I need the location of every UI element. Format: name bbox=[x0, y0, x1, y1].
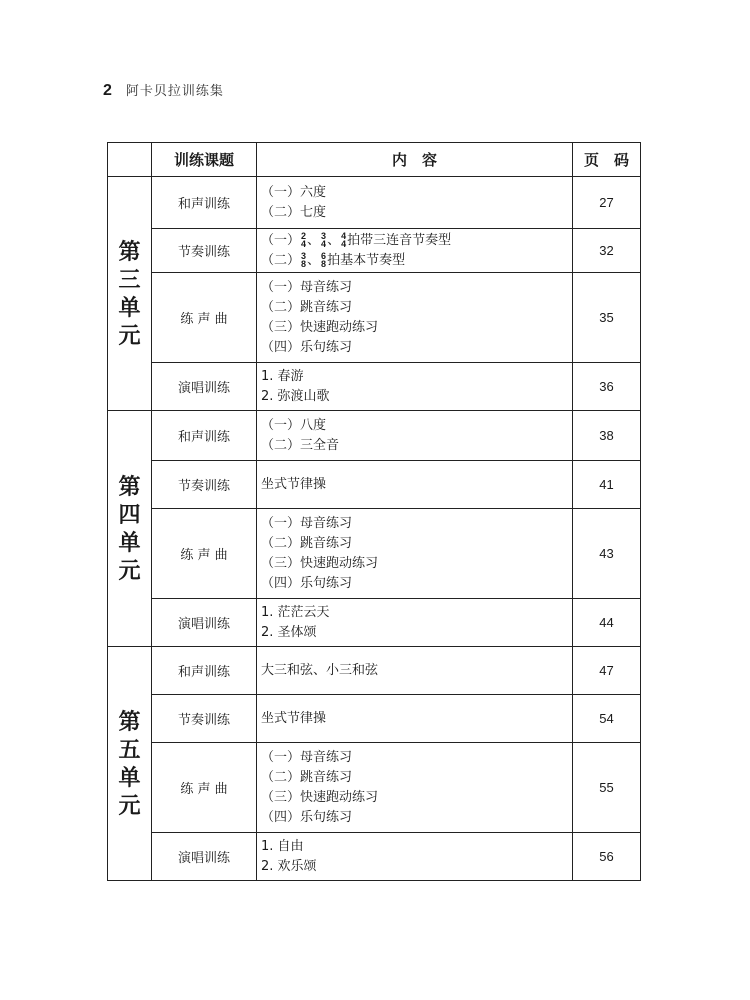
column-header-content: 内 容 bbox=[257, 143, 573, 177]
content-prefix: （二） bbox=[261, 252, 301, 268]
content-line: （一）母音练习 bbox=[261, 279, 353, 295]
content-line: 2. 欢乐颂 bbox=[261, 858, 317, 874]
content-cell bbox=[257, 411, 573, 461]
page-header bbox=[103, 80, 224, 100]
content-suffix: 拍基本节奏型 bbox=[327, 252, 406, 268]
table-row bbox=[108, 229, 641, 273]
table-row bbox=[108, 411, 641, 461]
book-title: 阿卡贝拉训练集 bbox=[125, 84, 224, 99]
content-cell bbox=[257, 363, 573, 411]
content-cell bbox=[257, 177, 573, 229]
unit-cell bbox=[108, 177, 152, 411]
content-line: （四）乐句练习 bbox=[261, 339, 353, 355]
unit-cell bbox=[108, 411, 152, 647]
content-line: （一）母音练习 bbox=[261, 515, 353, 531]
unit-name: 第五单元 bbox=[118, 708, 141, 819]
content-cell bbox=[257, 509, 573, 599]
topic-cell: 节奏训练 bbox=[152, 229, 257, 273]
unit-name: 第四单元 bbox=[118, 473, 141, 584]
content-cell bbox=[257, 743, 573, 833]
page-number-cell: 56 bbox=[573, 833, 641, 881]
unit-name: 第三单元 bbox=[118, 238, 141, 349]
table-row bbox=[108, 273, 641, 363]
topic-cell: 节奏训练 bbox=[152, 461, 257, 509]
content-line: 坐式节律操 bbox=[261, 476, 327, 492]
content-line: （四）乐句练习 bbox=[261, 575, 353, 591]
table-row bbox=[108, 509, 641, 599]
table-row bbox=[108, 695, 641, 743]
page-number-cell: 27 bbox=[573, 177, 641, 229]
page-number-cell: 38 bbox=[573, 411, 641, 461]
table-row bbox=[108, 461, 641, 509]
topic-cell: 和声训练 bbox=[152, 647, 257, 695]
content-line: （二）七度 bbox=[261, 204, 327, 220]
content-suffix: 拍带三连音节奏型 bbox=[347, 232, 452, 248]
content-prefix: （一） bbox=[261, 232, 301, 248]
page-number-cell: 35 bbox=[573, 273, 641, 363]
content-cell bbox=[257, 833, 573, 881]
content-line: （一） 2 4 、 3 4 、 4 4 拍带三连音节奏型 bbox=[261, 231, 452, 249]
content-line: （三）快速跑动练习 bbox=[261, 555, 379, 571]
column-header-page: 页 码 bbox=[573, 143, 641, 177]
content-cell bbox=[257, 599, 573, 647]
table-row bbox=[108, 177, 641, 229]
toc-body bbox=[108, 177, 641, 881]
page-number-cell: 36 bbox=[573, 363, 641, 411]
time-signature-bottom: 8 bbox=[301, 259, 307, 269]
content-line: （四）乐句练习 bbox=[261, 809, 353, 825]
time-signature bbox=[301, 232, 306, 248]
content-line: （二）跳音练习 bbox=[261, 769, 353, 785]
content-line: （二）跳音练习 bbox=[261, 299, 353, 315]
content-cell bbox=[257, 695, 573, 743]
time-signature-top: 3 bbox=[301, 251, 307, 261]
toc-table bbox=[107, 142, 641, 881]
page-number-cell: 41 bbox=[573, 461, 641, 509]
page-number-cell: 54 bbox=[573, 695, 641, 743]
content-line: 1. 茫茫云天 bbox=[261, 604, 330, 620]
column-header-unit bbox=[108, 143, 152, 177]
content-line: 坐式节律操 bbox=[261, 710, 327, 726]
time-signature-bottom: 4 bbox=[301, 239, 307, 249]
content-line: （三）快速跑动练习 bbox=[261, 789, 379, 805]
topic-cell: 演唱训练 bbox=[152, 833, 257, 881]
content-cell bbox=[257, 461, 573, 509]
page-number-cell: 43 bbox=[573, 509, 641, 599]
time-signature-bottom: 4 bbox=[321, 239, 327, 249]
content-line: （二） 3 8 、 6 8 拍基本节奏型 bbox=[261, 251, 406, 269]
content-line: （二）跳音练习 bbox=[261, 535, 353, 551]
table-row bbox=[108, 743, 641, 833]
page-number-cell: 47 bbox=[573, 647, 641, 695]
page-number: 2 bbox=[103, 82, 112, 99]
content-line: 1. 自由 bbox=[261, 838, 304, 854]
time-signature-top: 6 bbox=[321, 251, 327, 261]
content-line: 1. 春游 bbox=[261, 368, 304, 384]
topic-cell: 和声训练 bbox=[152, 177, 257, 229]
table-row bbox=[108, 833, 641, 881]
time-signature bbox=[341, 232, 346, 248]
table-row bbox=[108, 363, 641, 411]
content-line: 2. 弥渡山歌 bbox=[261, 388, 330, 404]
content-line: 大三和弦、小三和弦 bbox=[261, 662, 379, 678]
content-line: （二）三全音 bbox=[261, 437, 340, 453]
time-signature bbox=[301, 252, 306, 268]
content-line: （一）母音练习 bbox=[261, 749, 353, 765]
topic-cell: 演唱训练 bbox=[152, 363, 257, 411]
topic-cell: 演唱训练 bbox=[152, 599, 257, 647]
topic-cell: 练 声 曲 bbox=[152, 509, 257, 599]
topic-cell: 节奏训练 bbox=[152, 695, 257, 743]
page-number-cell: 44 bbox=[573, 599, 641, 647]
content-line: （三）快速跑动练习 bbox=[261, 319, 379, 335]
time-signature-bottom: 8 bbox=[321, 259, 327, 269]
content-line: （一）八度 bbox=[261, 417, 327, 433]
page-number-cell: 32 bbox=[573, 229, 641, 273]
time-signature-top: 2 bbox=[301, 231, 307, 241]
topic-cell: 和声训练 bbox=[152, 411, 257, 461]
time-signature bbox=[321, 232, 326, 248]
content-cell bbox=[257, 229, 573, 273]
content-line: 2. 圣体颂 bbox=[261, 624, 317, 640]
content-cell bbox=[257, 647, 573, 695]
table-row bbox=[108, 599, 641, 647]
column-header-topic: 训练课题 bbox=[152, 143, 257, 177]
table-row bbox=[108, 647, 641, 695]
content-line: （一）六度 bbox=[261, 184, 327, 200]
topic-cell: 练 声 曲 bbox=[152, 743, 257, 833]
time-signature-top: 3 bbox=[321, 231, 327, 241]
content-cell bbox=[257, 273, 573, 363]
topic-cell: 练 声 曲 bbox=[152, 273, 257, 363]
unit-cell bbox=[108, 647, 152, 881]
table-header-row bbox=[108, 143, 641, 177]
time-signature bbox=[321, 252, 326, 268]
page-number-cell: 55 bbox=[573, 743, 641, 833]
time-signature-top: 4 bbox=[341, 231, 347, 241]
time-signature-bottom: 4 bbox=[341, 239, 347, 249]
